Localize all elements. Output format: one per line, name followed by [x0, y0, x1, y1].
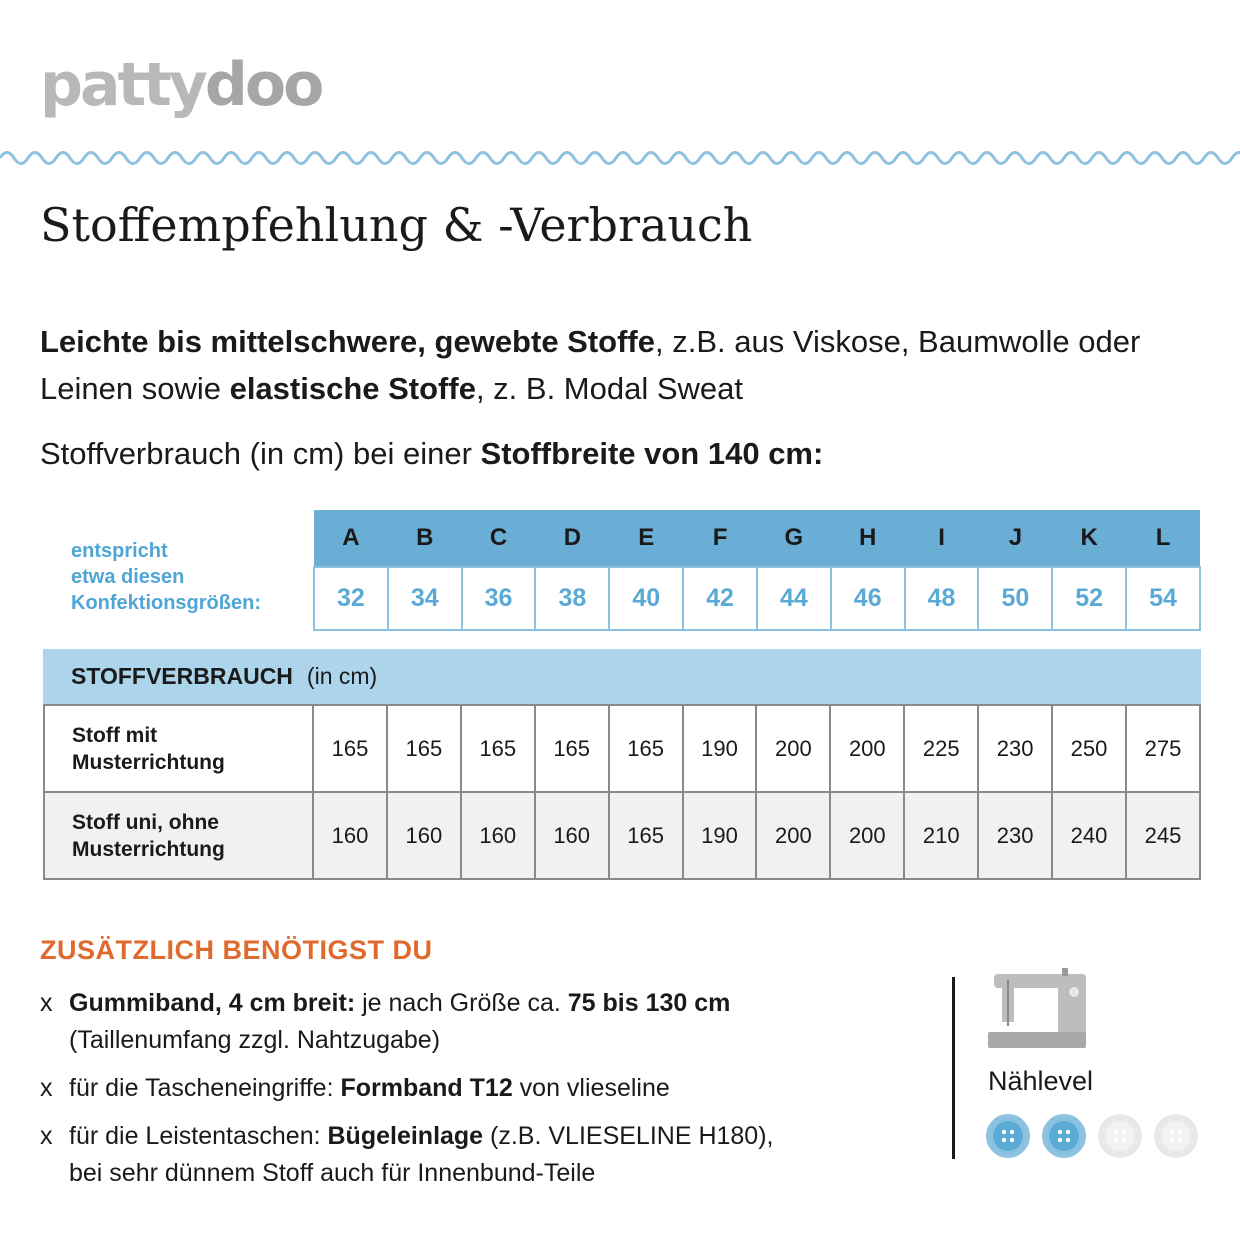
page-title: Stoffempfehlung & -Verbrauch: [40, 198, 753, 252]
size-letters-row: [314, 510, 1200, 567]
table-cell: 160: [535, 792, 609, 879]
table-cell: 230: [978, 705, 1052, 792]
size-numbers-row: [314, 567, 1200, 630]
table-cell: 190: [683, 705, 757, 792]
vertical-divider: [952, 977, 955, 1159]
table-cell: 230: [978, 792, 1052, 879]
table-cell: 200: [830, 705, 904, 792]
size-number: 38: [535, 567, 609, 630]
list-item: x Gummiband, 4 cm breit: je nach Größe ca. 75 bis 130 cm (Taillenumfang zzgl. Nahtzugabe): [40, 989, 731, 1054]
table-row: [44, 705, 1200, 792]
table-cell: 225: [904, 705, 978, 792]
size-number: 52: [1052, 567, 1126, 630]
size-table: [313, 510, 1201, 631]
table-cell: 160: [313, 792, 387, 879]
table-cell: 200: [830, 792, 904, 879]
size-letter: G: [757, 510, 831, 567]
size-letter: K: [1052, 510, 1126, 567]
consumption-header: STOFFVERBRAUCH (in cm): [43, 649, 1201, 704]
sewing-level-label: Nählevel: [988, 1066, 1094, 1096]
table-cell: 165: [461, 705, 535, 792]
table-cell: 210: [904, 792, 978, 879]
list-item: x für die Tascheneingriffe: Formband T12 von vlieseline: [40, 1074, 670, 1102]
size-number: 46: [831, 567, 905, 630]
table-cell: 165: [387, 705, 461, 792]
fabric-recommendation: Leichte bis mittelschwere, gewebte Stoffe, z.B. aus Viskose, Baumwolle oder Leinen sowie elastische Stoffe, z. B. Modal Sweat: [40, 324, 1141, 406]
table-cell: 245: [1126, 792, 1200, 879]
pattydoo-logo: pattydoo: [40, 50, 322, 120]
list-item: x für die Leistentaschen: Bügeleinlage (z.B. VLIESELINE H180), bei sehr dünnem Stoff auch für Innenbund-Teile: [40, 1122, 774, 1187]
size-letter: H: [831, 510, 905, 567]
size-letter: E: [609, 510, 683, 567]
level-button-filled-icon: [986, 1114, 1030, 1158]
table-cell: 190: [683, 792, 757, 879]
size-number: 34: [388, 567, 462, 630]
row-label: Stoff uni, ohne Musterrichtung: [44, 792, 313, 879]
level-button-filled-icon: [1042, 1114, 1086, 1158]
size-letter: I: [905, 510, 979, 567]
size-number: 50: [978, 567, 1052, 630]
size-letter: C: [462, 510, 536, 567]
size-letter: A: [314, 510, 388, 567]
size-letter: D: [535, 510, 609, 567]
table-cell: 160: [461, 792, 535, 879]
table-cell: 250: [1052, 705, 1126, 792]
size-letter: B: [388, 510, 462, 567]
table-cell: 165: [609, 705, 683, 792]
size-number: 54: [1126, 567, 1200, 630]
wavy-divider: [0, 143, 1240, 173]
size-letter: J: [978, 510, 1052, 567]
extra-title: ZUSÄTZLICH BENÖTIGST DU: [40, 935, 433, 965]
size-letter: L: [1126, 510, 1200, 567]
table-cell: 200: [756, 705, 830, 792]
size-letter: F: [683, 510, 757, 567]
size-number: 42: [683, 567, 757, 630]
table-cell: 200: [756, 792, 830, 879]
row-label: Stoff mit Musterrichtung: [44, 705, 313, 792]
size-number: 32: [314, 567, 388, 630]
table-cell: 165: [535, 705, 609, 792]
table-cell: 240: [1052, 792, 1126, 879]
size-number: 44: [757, 567, 831, 630]
consumption-table: [43, 704, 1201, 880]
size-number: 48: [905, 567, 979, 630]
sewing-machine-icon: [988, 966, 1094, 1054]
table-cell: 165: [609, 792, 683, 879]
table-row: [44, 792, 1200, 879]
size-equivalence-label: entspricht etwa diesen Konfektionsgrößen:: [71, 540, 261, 614]
table-cell: 165: [313, 705, 387, 792]
level-button-empty-icon: [1154, 1114, 1198, 1158]
table-cell: 160: [387, 792, 461, 879]
size-number: 40: [609, 567, 683, 630]
size-number: 36: [462, 567, 536, 630]
fabric-width-line: Stoffverbrauch (in cm) bei einer Stoffbreite von 140 cm:: [40, 436, 824, 471]
table-cell: 275: [1126, 705, 1200, 792]
level-button-empty-icon: [1098, 1114, 1142, 1158]
extra-list: [40, 985, 920, 1203]
